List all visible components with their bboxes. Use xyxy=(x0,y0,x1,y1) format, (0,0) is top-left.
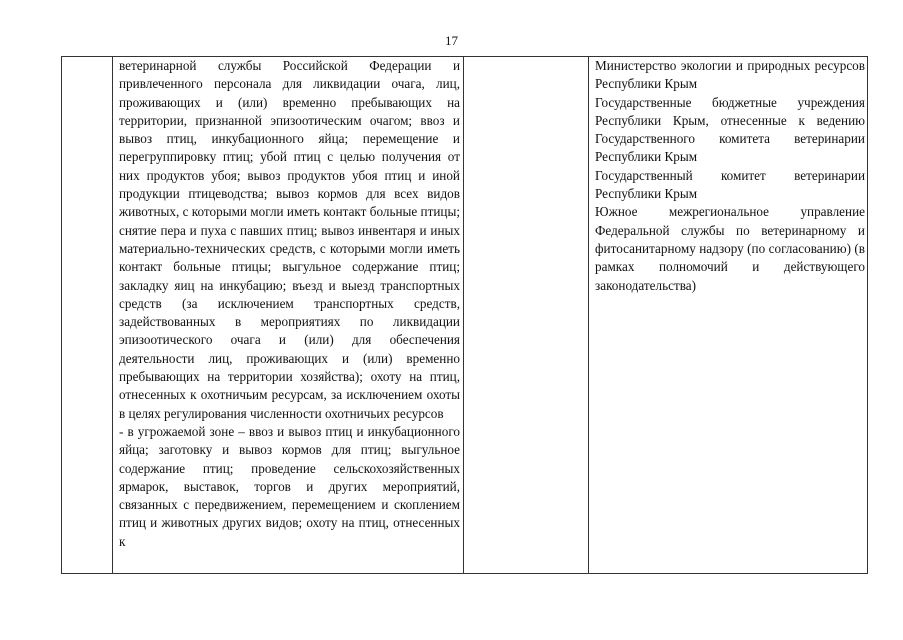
responsible-paragraph: Государственный комитет ветеринарии Республики Крым xyxy=(595,167,865,202)
responsible-paragraph: Южное межрегиональное управление Федеральной службы по ветеринарному и фитосанитарному надзору (по согласованию) (в рамках полномочий и действующего законодательства) xyxy=(595,204,865,293)
responsible-cell xyxy=(589,57,868,574)
table-row xyxy=(62,57,868,574)
measures-table xyxy=(61,56,868,574)
page-number: 17 xyxy=(445,33,458,48)
responsible-paragraph: Государственные бюджетные учреждения Республики Крым, отнесенные к ведению Государственного комитета ветеринарии Республики Крым xyxy=(595,94,865,165)
measures-cell xyxy=(113,57,464,574)
row-number-cell xyxy=(62,57,113,574)
measures-paragraph: - в угрожаемой зоне – ввоз и вывоз птиц и инкубационного яйца; заготовку и вывоз кормов для птиц; выгульное содержание птиц; проведение сельскохозяйственных ярмарок, выставок, торгов и других мероприятий, связанных с передвижением, перемещением и скоплением птиц и животных других видов; охоту на птиц, отнесенных к xyxy=(119,423,460,549)
measures-paragraph: ветеринарной службы Российской Федерации и привлеченного персонала для ликвидации очага, лиц, проживающих и (или) временно пребывающих на территории, признанной эпизоотическим очагом; ввоз и вывоз птиц, инкубационного яйца; перемещение и перегруппировку птиц; убой птиц с целью получения от них продуктов убоя; вывоз продуктов убоя птиц и иной продукции птицеводства; вывоз кормов для всех видов животных, с которыми могли иметь контакт больные птицы; снятие пера и пуха с павших птиц; вывоз инвентаря и иных материально-технических средств, с которыми могли иметь контакт больные птицы; выгульное содержание птиц; закладку яиц на инкубацию; въезд и выезд транспортных средств (за исключением транспортных средств, задействованных в мероприятиях по ликвидации эпизоотического очага и (или) для обеспечения деятельности лиц, проживающих и (или) временно пребывающих на территории хозяйства); охоту на птиц, отнесенных к охотничьим ресурсам, за исключением охоты в целях регулирования численности охотничьих ресурсов xyxy=(119,58,460,421)
responsible-paragraph: Министерство экологии и природных ресурсов Республики Крым xyxy=(595,58,865,92)
term-cell xyxy=(464,57,589,574)
